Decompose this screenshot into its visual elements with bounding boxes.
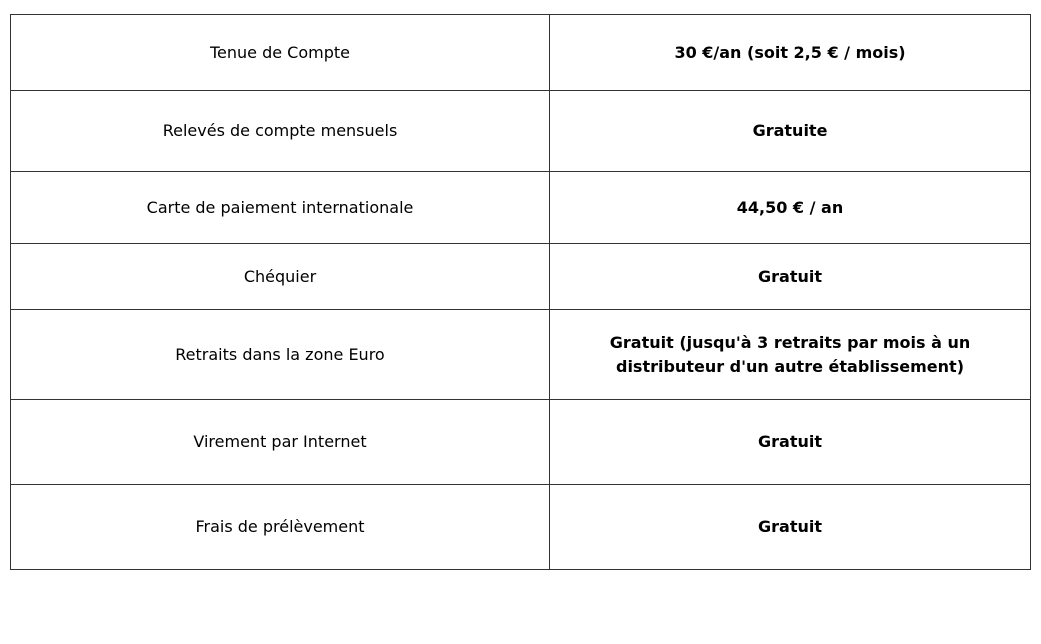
- row-value: Gratuit: [550, 485, 1031, 570]
- table-row: [11, 15, 1031, 91]
- row-value: Gratuit: [550, 400, 1031, 485]
- row-value: Gratuite: [550, 91, 1031, 172]
- row-label: Virement par Internet: [11, 400, 550, 485]
- fees-table: [10, 14, 1031, 570]
- table-row: [11, 400, 1031, 485]
- row-value: Gratuit: [550, 244, 1031, 310]
- table-row: [11, 485, 1031, 570]
- row-value: 44,50 € / an: [550, 172, 1031, 244]
- row-value: Gratuit (jusqu'à 3 retraits par mois à un distributeur d'un autre établissement): [550, 310, 1031, 400]
- row-label: Tenue de Compte: [11, 15, 550, 91]
- row-label: Retraits dans la zone Euro: [11, 310, 550, 400]
- table-row: [11, 244, 1031, 310]
- row-label: Carte de paiement internationale: [11, 172, 550, 244]
- row-label: Chéquier: [11, 244, 550, 310]
- row-label: Frais de prélèvement: [11, 485, 550, 570]
- table-row: [11, 310, 1031, 400]
- row-value: 30 €/an (soit 2,5 € / mois): [550, 15, 1031, 91]
- table-row: [11, 91, 1031, 172]
- row-label: Relevés de compte mensuels: [11, 91, 550, 172]
- table-row: [11, 172, 1031, 244]
